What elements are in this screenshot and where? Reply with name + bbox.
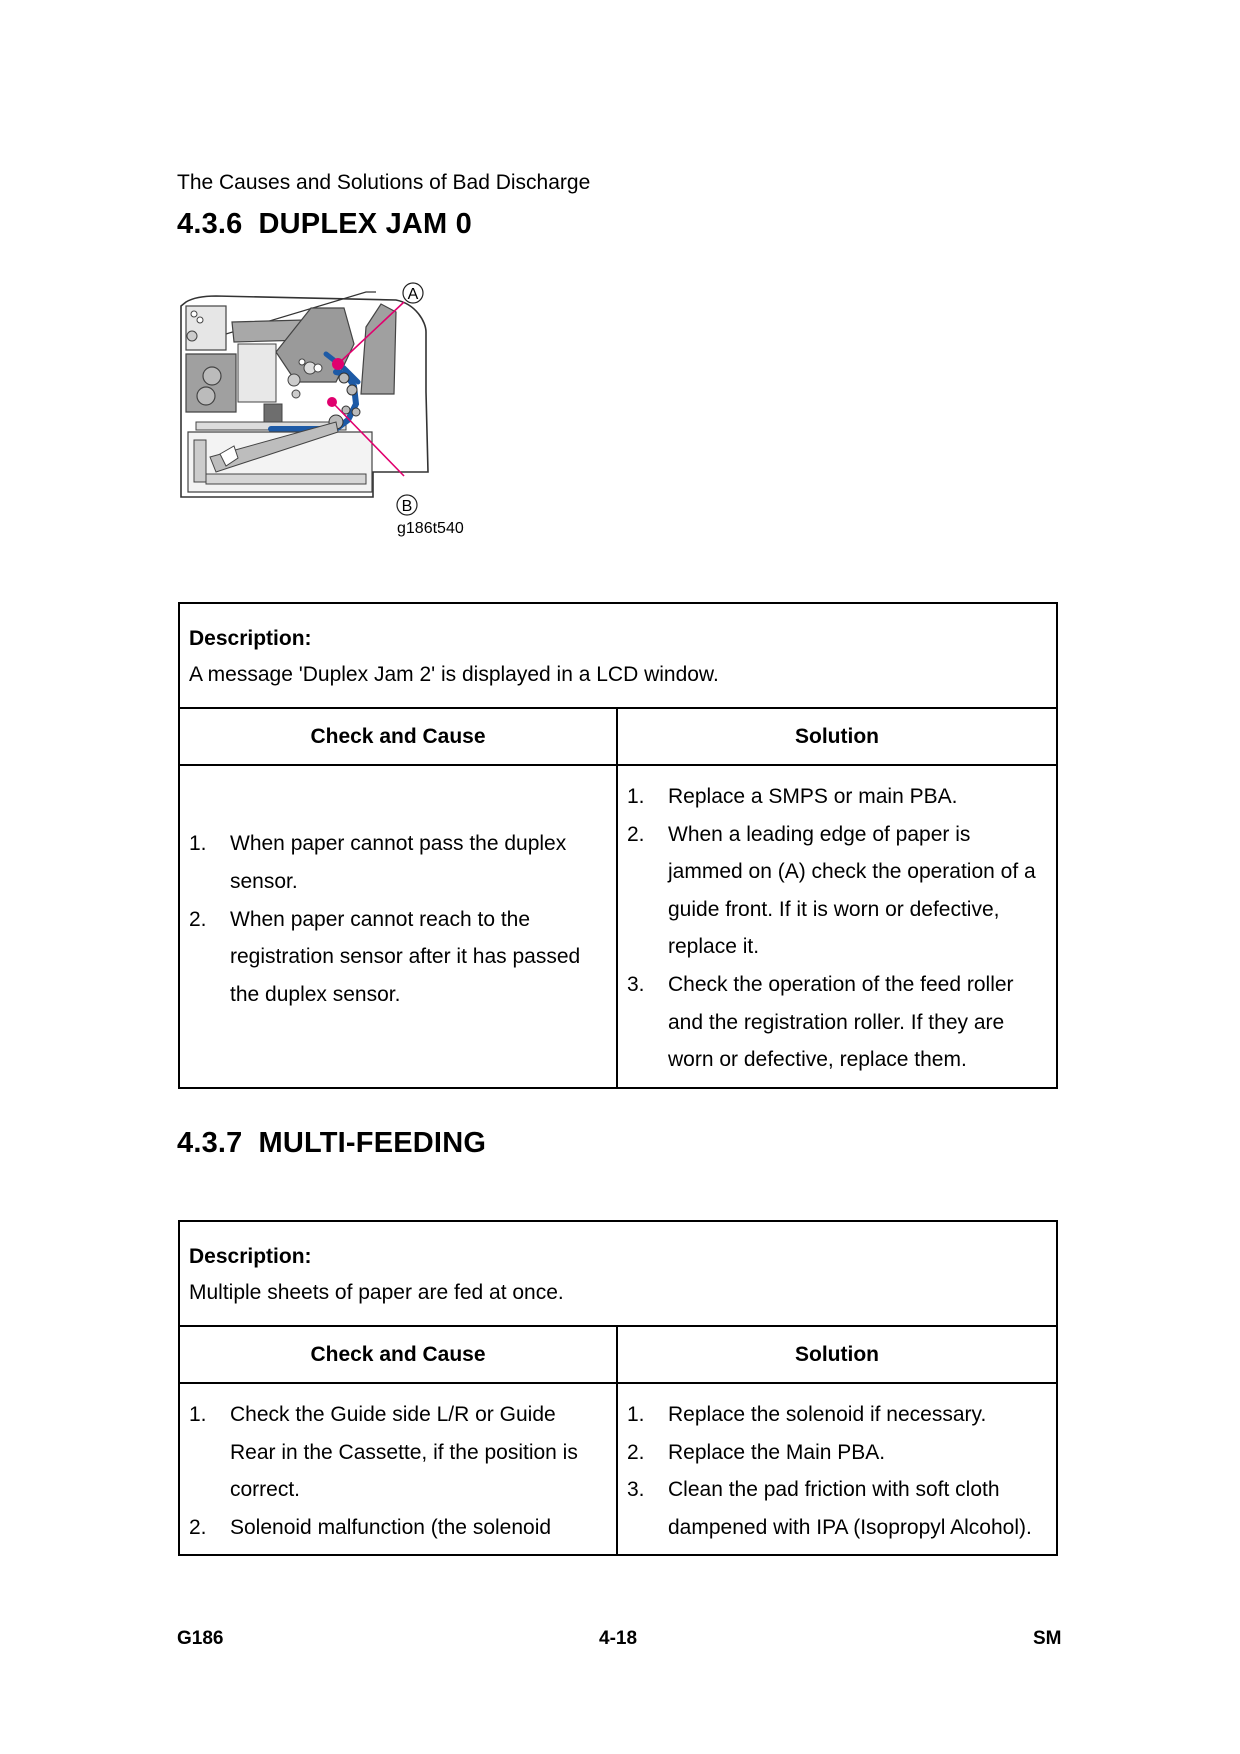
list-item: 1. When paper cannot pass the duplex sensor. <box>189 832 567 893</box>
description-text: A message 'Duplex Jam 2' is displayed in a LCD window. <box>189 663 719 686</box>
list-item: 3. Check the operation of the feed roller and the registration roller. If they are worn or defective, replace them. <box>627 972 1014 1072</box>
solution-cell <box>617 1383 1057 1555</box>
column-header-check-cause: Check and Cause <box>179 1326 617 1383</box>
footer-page-number: 4-18 <box>599 1628 638 1649</box>
section-title-multi-feeding <box>177 1127 486 1160</box>
section-number: 4.3.6 <box>177 208 243 240</box>
solution-cell <box>617 765 1057 1088</box>
check-cause-cell <box>179 765 617 1088</box>
callout-b: B <box>401 498 413 515</box>
figure-caption: g186t540 <box>397 520 464 537</box>
multi-feeding-table <box>178 1220 1058 1556</box>
list-item: 1. Replace a SMPS or main PBA. <box>627 785 958 808</box>
list-item: 2. Solenoid malfunction (the solenoid <box>189 1515 552 1539</box>
printer-cross-section-figure <box>176 282 486 544</box>
running-head: The Causes and Solutions of Bad Discharge <box>177 171 591 194</box>
section-heading: MULTI-FEEDING <box>258 1127 487 1159</box>
column-header-solution: Solution <box>617 708 1057 765</box>
description-label: Description: <box>189 627 312 650</box>
list-item: 2. When paper cannot reach to the registration sensor after it has passed the duplex sensor. <box>189 907 581 1006</box>
callout-a: A <box>407 286 419 303</box>
description-cell <box>179 603 1057 708</box>
description-text: Multiple sheets of paper are fed at once. <box>189 1281 564 1304</box>
list-item: 2. Replace the Main PBA. <box>627 1440 886 1464</box>
description-cell <box>179 1221 1057 1326</box>
check-cause-cell <box>179 1383 617 1555</box>
section-heading: DUPLEX JAM 0 <box>258 208 472 240</box>
section-number: 4.3.7 <box>177 1127 243 1159</box>
list-item: 2. When a leading edge of paper is jammed on (A) check the operation of a guide front. If it is worn or defective, replace it. <box>627 822 1036 959</box>
list-item: 1. Replace the solenoid if necessary. <box>627 1403 987 1426</box>
list-item: 3. Clean the pad friction with soft cloth dampened with IPA (Isopropyl Alcohol). <box>627 1478 1032 1539</box>
description-label: Description: <box>189 1245 312 1268</box>
duplex-jam-table <box>178 602 1058 1089</box>
footer-model: G186 <box>177 1628 224 1649</box>
section-title-duplex-jam <box>177 208 472 241</box>
column-header-solution: Solution <box>617 1326 1057 1383</box>
column-header-check-cause: Check and Cause <box>179 708 617 765</box>
list-item: 1. Check the Guide side L/R or Guide Rear in the Cassette, if the position is correct. <box>189 1403 578 1502</box>
footer-manual-code: SM <box>1033 1628 1062 1649</box>
